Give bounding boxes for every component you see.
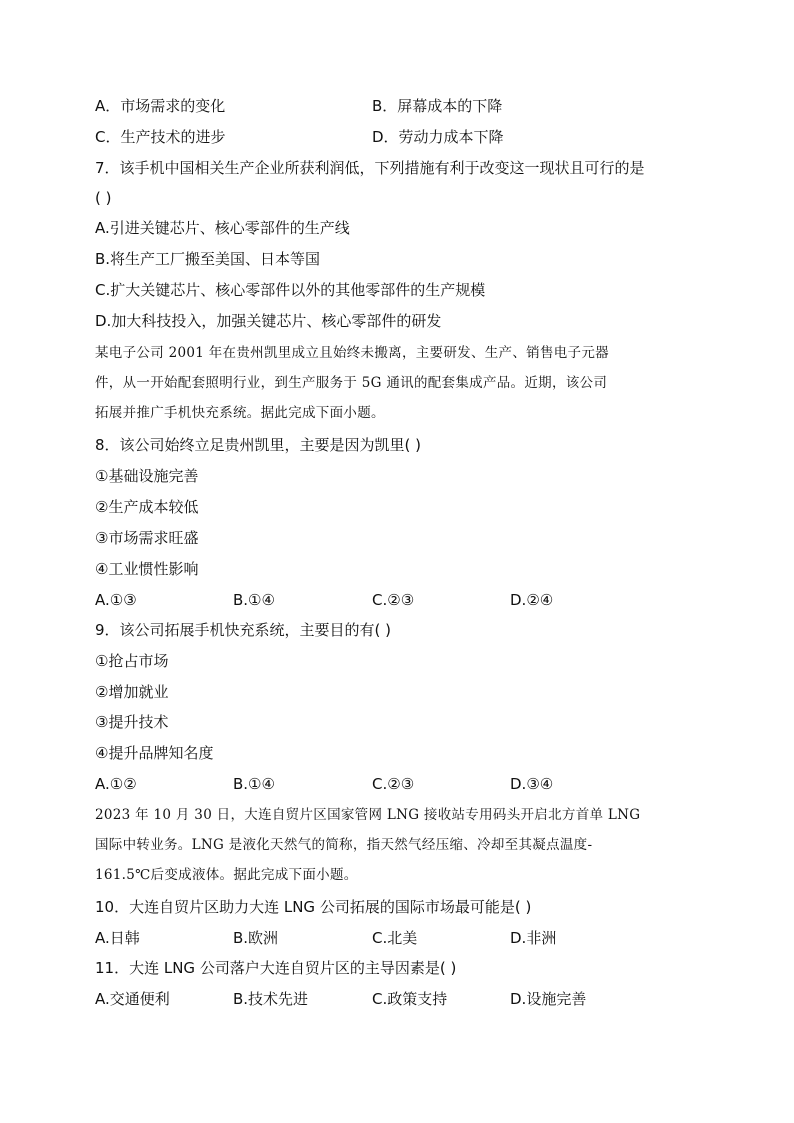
q8-stem: 8．该公司始终立足贵州凯里，主要是因为凯里( ): [95, 436, 422, 454]
q11-option-d: D.设施完善: [510, 990, 587, 1008]
q7-option-d: D.加大科技投入，加强关键芯片、核心零部件的研发: [95, 312, 442, 330]
q8-statement-2: ②生产成本较低: [95, 498, 199, 516]
q9-option-d: D.③④: [510, 775, 554, 793]
passage1-line2: 件，从一开始配套照明行业，到生产服务于 5G 通讯的配套集成产品。近期，该公司: [95, 375, 608, 391]
q8-option-d: D.②④: [510, 591, 554, 609]
q9-option-a: A.①②: [95, 775, 137, 793]
q7-option-b: B.将生产工厂搬至美国、日本等国: [95, 250, 321, 268]
passage2-line3: 161.5℃后变成液体。据此完成下面小题。: [95, 867, 358, 883]
q7-option-c: C.扩大关键芯片、核心零部件以外的其他零部件的生产规模: [95, 281, 486, 299]
q9-option-c: C.②③: [372, 775, 415, 793]
q6-option-d: D．劳动力成本下降: [372, 128, 504, 146]
q10-option-a: A.日韩: [95, 929, 140, 947]
q9-option-b: B.①④: [233, 775, 275, 793]
q9-stem: 9．该公司拓展手机快充系统，主要目的有( ): [95, 621, 392, 639]
q10-option-b: B.欧洲: [233, 929, 279, 947]
q9-statement-1: ①抢占市场: [95, 652, 169, 670]
q11-stem: 11．大连 LNG 公司落户大连自贸片区的主导因素是( ): [95, 959, 457, 977]
q9-statement-4: ④提升品牌知名度: [95, 744, 214, 762]
q9-statement-2: ②增加就业: [95, 683, 169, 701]
q10-option-c: C.北美: [372, 929, 418, 947]
q7-stem: 7．该手机中国相关生产企业所获利润低，下列措施有利于改变这一现状且可行的是: [95, 159, 645, 177]
passage1-line3: 拓展并推广手机快充系统。据此完成下面小题。: [95, 405, 385, 421]
q6-option-b: B．屏幕成本的下降: [372, 97, 503, 115]
passage2-line2: 国际中转业务。LNG 是液化天然气的简称，指天然气经压缩、冷却至其凝点温度-: [95, 837, 593, 853]
q8-statement-1: ①基础设施完善: [95, 467, 199, 485]
q8-statement-3: ③市场需求旺盛: [95, 529, 199, 547]
q11-option-c: C.政策支持: [372, 990, 448, 1008]
q7-answer-paren: ( ): [95, 189, 112, 207]
q8-statement-4: ④工业惯性影响: [95, 560, 199, 578]
passage1-line1: 某电子公司 2001 年在贵州凯里成立且始终未搬离，主要研发、生产、销售电子元器: [95, 345, 609, 361]
q6-option-c: C．生产技术的进步: [95, 128, 226, 146]
q6-option-a: A．市场需求的变化: [95, 97, 226, 115]
q8-option-c: C.②③: [372, 591, 415, 609]
q8-option-b: B.①④: [233, 591, 275, 609]
q8-option-a: A.①③: [95, 591, 137, 609]
q10-stem: 10．大连自贸片区助力大连 LNG 公司拓展的国际市场最可能是( ): [95, 898, 532, 916]
q11-option-b: B.技术先进: [233, 990, 309, 1008]
q11-option-a: A.交通便利: [95, 990, 170, 1008]
q9-statement-3: ③提升技术: [95, 713, 169, 731]
q10-option-d: D.非洲: [510, 929, 557, 947]
passage2-line1: 2023 年 10 月 30 日，大连自贸片区国家管网 LNG 接收站专用码头开启北方首单 LNG: [95, 807, 641, 823]
q7-option-a: A.引进关键芯片、核心零部件的生产线: [95, 219, 350, 237]
